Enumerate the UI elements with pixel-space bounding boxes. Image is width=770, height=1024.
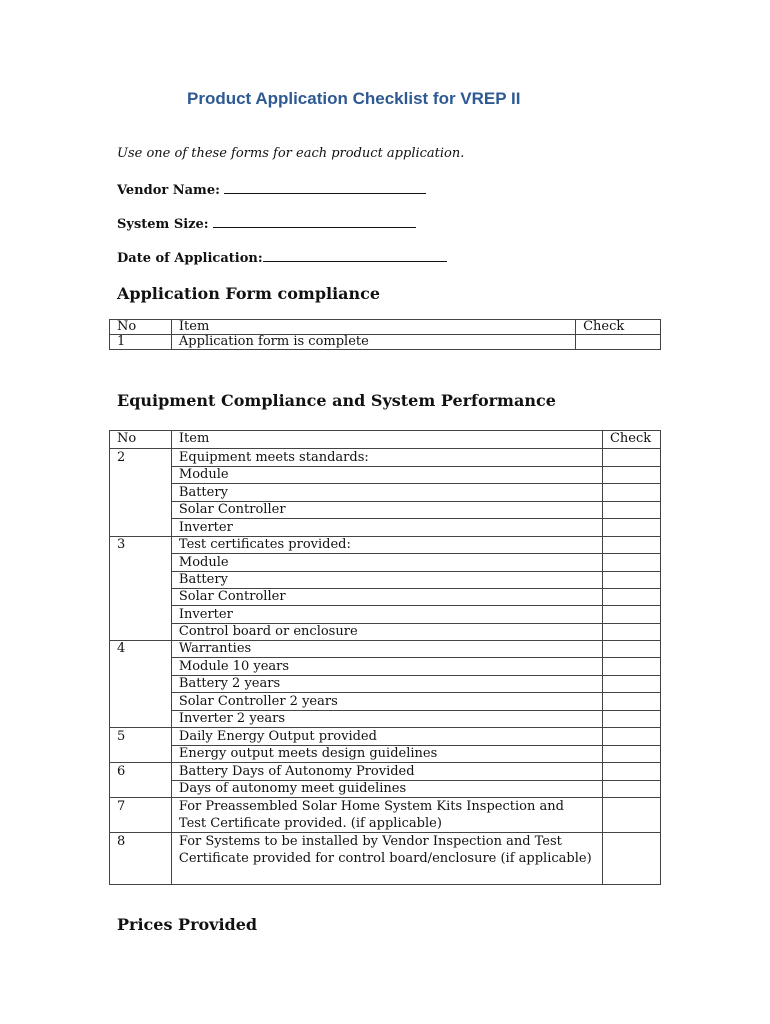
- row-no: [110, 781, 172, 798]
- table-row: [110, 554, 661, 572]
- check-cell[interactable]: [602, 693, 660, 711]
- table-header-row: [110, 431, 661, 449]
- check-cell[interactable]: [602, 833, 660, 885]
- row-no: [110, 676, 172, 693]
- row-no: 3: [110, 537, 172, 554]
- check-cell[interactable]: [602, 537, 660, 554]
- table-row: [110, 502, 661, 519]
- table-row: [110, 781, 661, 798]
- table-row: [110, 658, 661, 676]
- table-row: [110, 589, 661, 606]
- row-no: [110, 746, 172, 763]
- row-no: [110, 606, 172, 624]
- table-row: [110, 763, 661, 781]
- vendor-name-input-line[interactable]: [224, 181, 426, 194]
- row-no: [110, 467, 172, 484]
- table-row: [110, 728, 661, 746]
- check-cell[interactable]: [602, 711, 660, 728]
- table-row: [110, 624, 661, 641]
- check-cell[interactable]: [602, 449, 660, 467]
- check-cell[interactable]: [602, 502, 660, 519]
- row-no: [110, 693, 172, 711]
- table-row: [110, 798, 661, 833]
- row-item: Equipment meets standards:: [171, 449, 602, 467]
- row-item: Battery: [171, 484, 602, 502]
- table-row: [110, 335, 661, 350]
- row-item: Battery Days of Autonomy Provided: [171, 763, 602, 781]
- table-row: [110, 676, 661, 693]
- row-no: [110, 624, 172, 641]
- row-no: [110, 554, 172, 572]
- row-item: Solar Controller: [171, 589, 602, 606]
- row-item: Inverter: [171, 606, 602, 624]
- table-row: [110, 693, 661, 711]
- header-check: Check: [576, 320, 661, 335]
- table-row: [110, 572, 661, 589]
- check-cell[interactable]: [602, 798, 660, 833]
- row-no: 8: [110, 833, 172, 885]
- row-item: Battery 2 years: [171, 676, 602, 693]
- row-no: 2: [110, 449, 172, 467]
- row-item: Solar Controller: [171, 502, 602, 519]
- check-cell[interactable]: [602, 624, 660, 641]
- table-row: [110, 641, 661, 658]
- table-row: [110, 711, 661, 728]
- row-no: 1: [110, 335, 172, 350]
- check-cell[interactable]: [602, 606, 660, 624]
- section-heading-prices: Prices Provided: [117, 915, 258, 934]
- table-row: [110, 537, 661, 554]
- check-cell[interactable]: [602, 484, 660, 502]
- row-item: Module: [171, 554, 602, 572]
- row-no: [110, 484, 172, 502]
- check-cell[interactable]: [602, 658, 660, 676]
- table-header-row: [110, 320, 661, 335]
- section-heading-application-form: Application Form compliance: [117, 284, 381, 303]
- check-cell[interactable]: [602, 746, 660, 763]
- row-no: 4: [110, 641, 172, 658]
- instruction-text: Use one of these forms for each product application.: [117, 146, 465, 161]
- check-cell[interactable]: [602, 519, 660, 537]
- check-cell[interactable]: [602, 728, 660, 746]
- check-cell[interactable]: [602, 641, 660, 658]
- page-title: Product Application Checklist for VREP II: [187, 89, 521, 108]
- header-no: No: [110, 320, 172, 335]
- check-cell[interactable]: [602, 781, 660, 798]
- check-cell[interactable]: [602, 554, 660, 572]
- table-row: [110, 519, 661, 537]
- row-item: Solar Controller 2 years: [171, 693, 602, 711]
- row-item: Energy output meets design guidelines: [171, 746, 602, 763]
- system-size-input-line[interactable]: [213, 215, 416, 228]
- row-no: [110, 711, 172, 728]
- table-row: [110, 484, 661, 502]
- system-size-label: System Size:: [117, 217, 209, 232]
- row-item: Module: [171, 467, 602, 484]
- row-no: 7: [110, 798, 172, 833]
- check-cell[interactable]: [576, 335, 661, 350]
- row-no: [110, 589, 172, 606]
- table-row: [110, 746, 661, 763]
- row-item: Warranties: [171, 641, 602, 658]
- row-item: Inverter 2 years: [171, 711, 602, 728]
- row-item: Days of autonomy meet guidelines: [171, 781, 602, 798]
- row-no: [110, 502, 172, 519]
- section-heading-equipment: Equipment Compliance and System Performance: [117, 391, 556, 410]
- check-cell[interactable]: [602, 572, 660, 589]
- date-of-application-field: [117, 249, 447, 266]
- row-item: Application form is complete: [171, 335, 575, 350]
- check-cell[interactable]: [602, 676, 660, 693]
- header-item: Item: [171, 431, 602, 449]
- row-no: 6: [110, 763, 172, 781]
- check-cell[interactable]: [602, 467, 660, 484]
- header-item: Item: [171, 320, 575, 335]
- row-item: Inverter: [171, 519, 602, 537]
- row-no: [110, 519, 172, 537]
- header-no: No: [110, 431, 172, 449]
- row-item: For Systems to be installed by Vendor Inspection and Test Certificate provided for control board/enclosure (if applicable): [171, 833, 602, 885]
- table-row: [110, 833, 661, 885]
- row-item: Battery: [171, 572, 602, 589]
- table-row: [110, 467, 661, 484]
- vendor-name-field: [117, 181, 426, 198]
- vendor-name-label: Vendor Name:: [117, 183, 220, 198]
- row-no: [110, 658, 172, 676]
- row-item: Daily Energy Output provided: [171, 728, 602, 746]
- table-row: [110, 449, 661, 467]
- row-item: Control board or enclosure: [171, 624, 602, 641]
- row-item: Module 10 years: [171, 658, 602, 676]
- row-no: 5: [110, 728, 172, 746]
- row-no: [110, 572, 172, 589]
- table-row: [110, 606, 661, 624]
- date-input-line[interactable]: [263, 249, 447, 262]
- check-cell[interactable]: [602, 763, 660, 781]
- application-form-table: [109, 319, 661, 350]
- equipment-compliance-table: [109, 430, 661, 885]
- header-check: Check: [602, 431, 660, 449]
- row-item: For Preassembled Solar Home System Kits Inspection and Test Certificate provided. (if applicable): [171, 798, 602, 833]
- system-size-field: [117, 215, 416, 232]
- date-of-application-label: Date of Application:: [117, 251, 263, 266]
- row-item: Test certificates provided:: [171, 537, 602, 554]
- check-cell[interactable]: [602, 589, 660, 606]
